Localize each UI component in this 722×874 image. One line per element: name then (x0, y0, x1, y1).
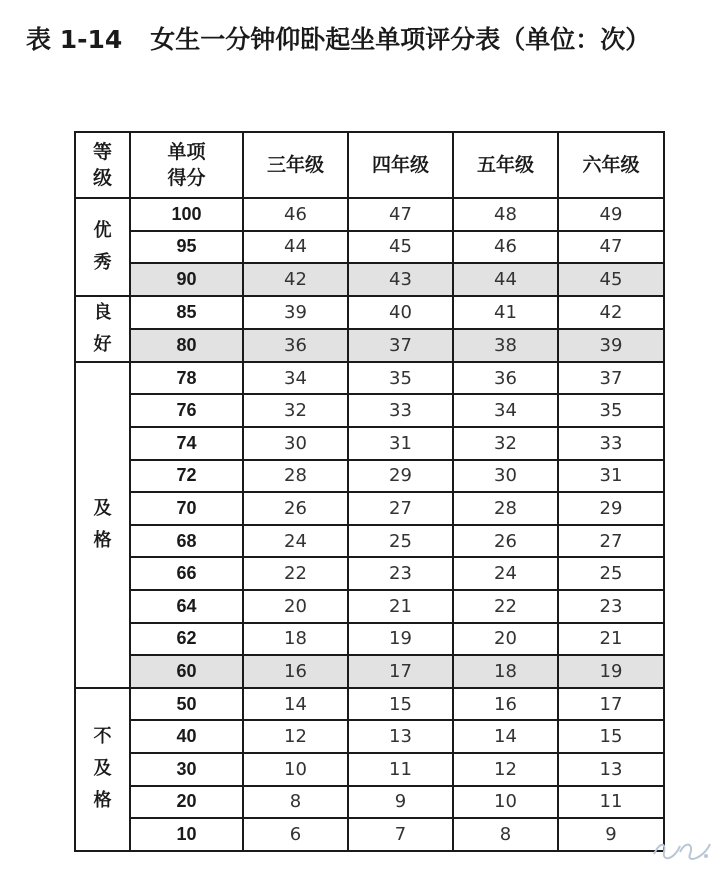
grade-value-cell: 48 (453, 198, 558, 231)
score-cell: 95 (130, 231, 243, 264)
score-cell: 30 (130, 753, 243, 786)
grade-value-cell: 23 (558, 590, 664, 623)
grade-value-cell: 38 (453, 329, 558, 362)
table-row (75, 688, 664, 721)
score-cell: 68 (130, 525, 243, 558)
grade-value-cell: 47 (348, 198, 453, 231)
grade-value-cell: 43 (348, 263, 453, 296)
grade-value-cell: 21 (558, 623, 664, 656)
grade-value-cell: 7 (348, 818, 453, 851)
score-cell: 78 (130, 362, 243, 395)
score-cell: 70 (130, 492, 243, 525)
grade-value-cell: 16 (243, 655, 348, 688)
level-label: 不及格 (93, 726, 112, 812)
score-cell: 20 (130, 786, 243, 819)
grade-value-cell: 30 (453, 460, 558, 493)
grade-value-cell: 6 (243, 818, 348, 851)
grade-value-cell: 13 (558, 753, 664, 786)
grade-value-cell: 28 (453, 492, 558, 525)
table-row (75, 427, 664, 460)
header-row (75, 132, 664, 198)
table-row (75, 720, 664, 753)
score-cell: 100 (130, 198, 243, 231)
level-label: 优秀 (93, 219, 112, 273)
header-grade-5: 五年级 (453, 132, 558, 198)
grade-value-cell: 27 (348, 492, 453, 525)
grade-value-cell: 25 (348, 525, 453, 558)
grade-value-cell: 9 (348, 786, 453, 819)
table-row (75, 198, 664, 231)
table-row (75, 753, 664, 786)
table-row (75, 296, 664, 329)
grade-value-cell: 8 (243, 786, 348, 819)
grade-value-cell: 30 (243, 427, 348, 460)
grade-value-cell: 34 (453, 394, 558, 427)
grade-value-cell: 34 (243, 362, 348, 395)
grade-value-cell: 36 (243, 329, 348, 362)
table-row (75, 818, 664, 851)
grade-value-cell: 37 (558, 362, 664, 395)
grade-value-cell: 13 (348, 720, 453, 753)
grade-value-cell: 25 (558, 557, 664, 590)
grade-value-cell: 15 (558, 720, 664, 753)
score-cell: 60 (130, 655, 243, 688)
score-cell: 85 (130, 296, 243, 329)
table-row (75, 590, 664, 623)
score-cell: 72 (130, 460, 243, 493)
grade-value-cell: 33 (558, 427, 664, 460)
grade-value-cell: 11 (558, 786, 664, 819)
grade-value-cell: 26 (453, 525, 558, 558)
grade-value-cell: 41 (453, 296, 558, 329)
grade-value-cell: 36 (453, 362, 558, 395)
grade-value-cell: 26 (243, 492, 348, 525)
grade-value-cell: 17 (558, 688, 664, 721)
table-row (75, 263, 664, 296)
table-row (75, 525, 664, 558)
score-cell: 74 (130, 427, 243, 460)
level-cell (75, 198, 130, 296)
grade-value-cell: 8 (453, 818, 558, 851)
score-cell: 76 (130, 394, 243, 427)
grade-value-cell: 12 (453, 753, 558, 786)
grade-value-cell: 10 (243, 753, 348, 786)
table-row (75, 362, 664, 395)
grade-value-cell: 9 (558, 818, 664, 851)
table-row (75, 557, 664, 590)
grade-value-cell: 19 (558, 655, 664, 688)
grade-value-cell: 35 (558, 394, 664, 427)
table-row (75, 329, 664, 362)
header-grade-3: 三年级 (243, 132, 348, 198)
level-cell (75, 362, 130, 688)
level-cell (75, 688, 130, 851)
grade-value-cell: 15 (348, 688, 453, 721)
grade-value-cell: 10 (453, 786, 558, 819)
grade-value-cell: 32 (243, 394, 348, 427)
grade-value-cell: 12 (243, 720, 348, 753)
grade-value-cell: 49 (558, 198, 664, 231)
header-grade-4: 四年级 (348, 132, 453, 198)
grade-value-cell: 18 (243, 623, 348, 656)
level-label: 及格 (93, 497, 112, 551)
grade-value-cell: 32 (453, 427, 558, 460)
grade-value-cell: 45 (558, 263, 664, 296)
table-row (75, 460, 664, 493)
score-cell: 10 (130, 818, 243, 851)
grade-value-cell: 29 (348, 460, 453, 493)
grade-value-cell: 46 (453, 231, 558, 264)
grade-value-cell: 24 (243, 525, 348, 558)
score-cell: 64 (130, 590, 243, 623)
grade-value-cell: 11 (348, 753, 453, 786)
grade-value-cell: 28 (243, 460, 348, 493)
grade-value-cell: 31 (348, 427, 453, 460)
header-grade-6: 六年级 (558, 132, 664, 198)
grade-value-cell: 21 (348, 590, 453, 623)
table-number: 表 1-14 (26, 25, 123, 54)
grade-value-cell: 22 (453, 590, 558, 623)
grade-value-cell: 45 (348, 231, 453, 264)
grade-value-cell: 42 (243, 263, 348, 296)
table-caption: 女生一分钟仰卧起坐单项评分表（单位：次） (150, 25, 651, 54)
grade-value-cell: 37 (348, 329, 453, 362)
score-cell: 50 (130, 688, 243, 721)
table-row (75, 492, 664, 525)
grade-value-cell: 17 (348, 655, 453, 688)
table-row (75, 623, 664, 656)
grade-value-cell: 19 (348, 623, 453, 656)
grade-value-cell: 33 (348, 394, 453, 427)
score-cell: 90 (130, 263, 243, 296)
grade-value-cell: 42 (558, 296, 664, 329)
score-cell: 40 (130, 720, 243, 753)
grade-value-cell: 18 (453, 655, 558, 688)
table-body (75, 198, 664, 851)
grade-value-cell: 22 (243, 557, 348, 590)
grade-value-cell: 20 (453, 623, 558, 656)
grade-value-cell: 14 (453, 720, 558, 753)
header-score: 单项得分 (130, 132, 243, 198)
grade-value-cell: 46 (243, 198, 348, 231)
score-cell: 62 (130, 623, 243, 656)
grade-value-cell: 39 (558, 329, 664, 362)
level-label: 良好 (93, 301, 112, 355)
grade-value-cell: 31 (558, 460, 664, 493)
grade-value-cell: 40 (348, 296, 453, 329)
table-row (75, 394, 664, 427)
grade-value-cell: 27 (558, 525, 664, 558)
grade-value-cell: 35 (348, 362, 453, 395)
table-title (26, 20, 716, 60)
grade-value-cell: 20 (243, 590, 348, 623)
grade-value-cell: 39 (243, 296, 348, 329)
grade-value-cell: 23 (348, 557, 453, 590)
table-row (75, 231, 664, 264)
table-row (75, 786, 664, 819)
grade-value-cell: 16 (453, 688, 558, 721)
table-row (75, 655, 664, 688)
header-level: 等级 (75, 132, 130, 198)
grade-value-cell: 47 (558, 231, 664, 264)
score-cell: 80 (130, 329, 243, 362)
score-table (74, 131, 665, 852)
grade-value-cell: 29 (558, 492, 664, 525)
publisher-logo-icon (650, 834, 714, 864)
grade-value-cell: 44 (453, 263, 558, 296)
grade-value-cell: 14 (243, 688, 348, 721)
grade-value-cell: 24 (453, 557, 558, 590)
grade-value-cell: 44 (243, 231, 348, 264)
level-cell (75, 296, 130, 362)
score-cell: 66 (130, 557, 243, 590)
